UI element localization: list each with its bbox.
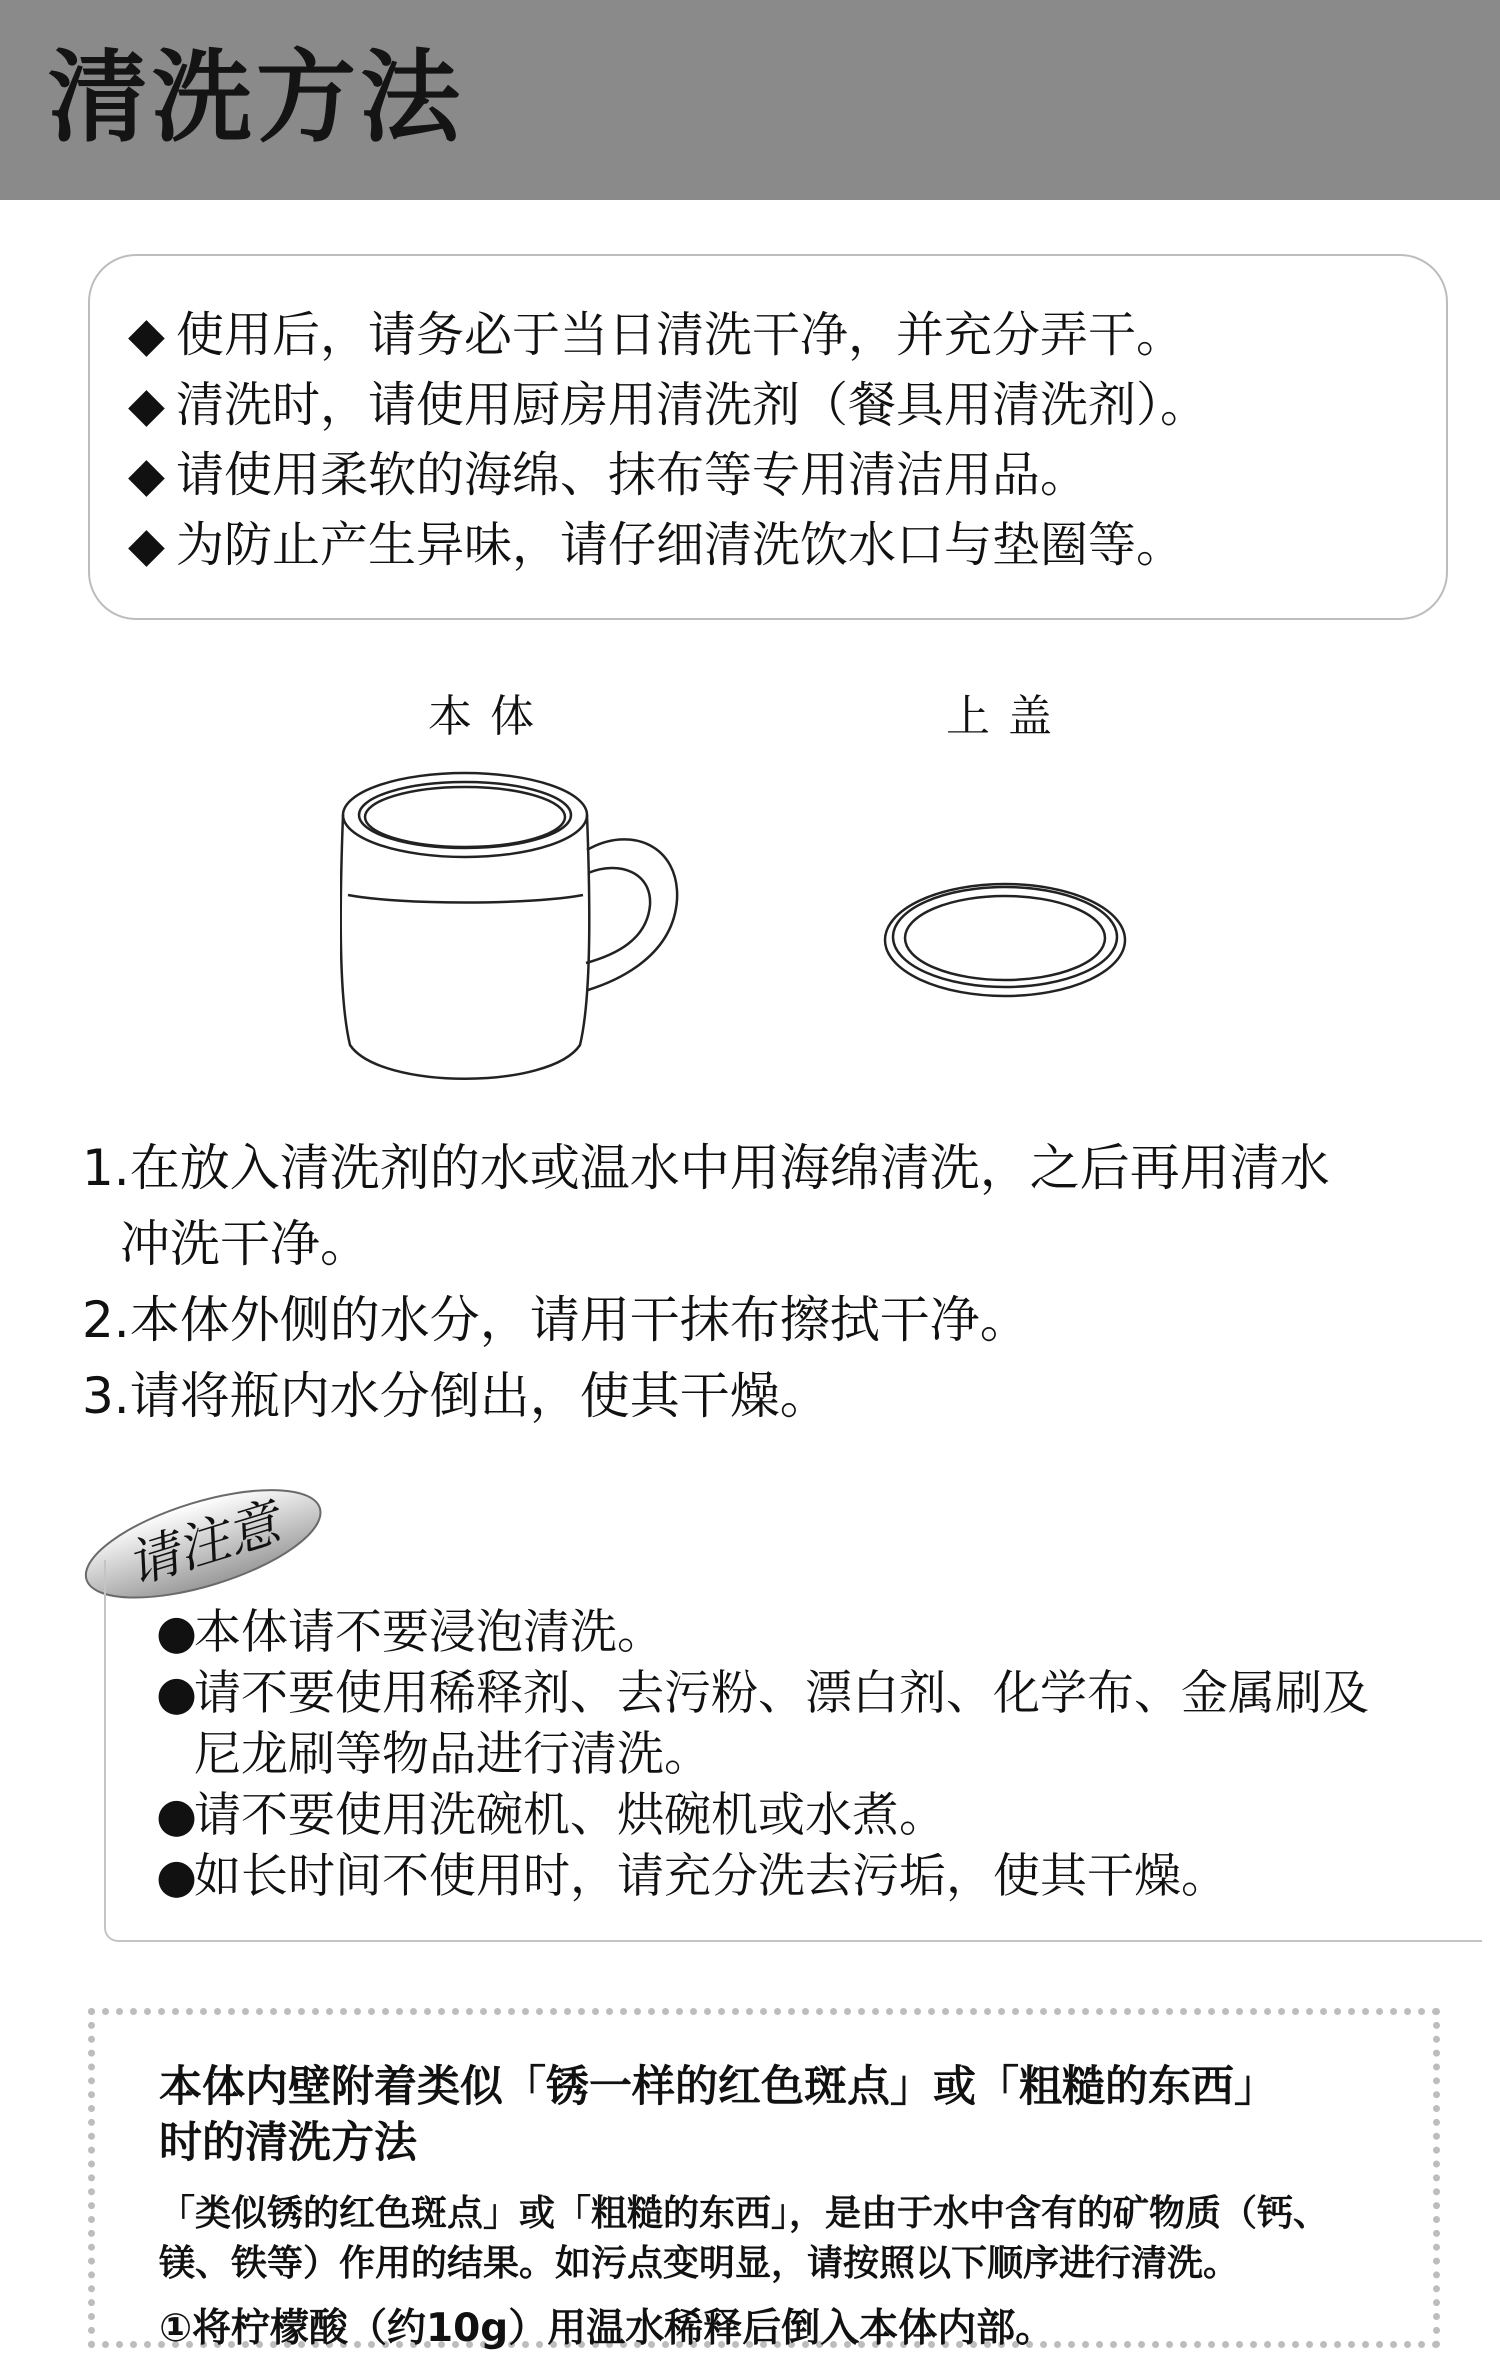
body-label: 本体 — [428, 691, 552, 742]
diamond-bullet-icon: ◆ — [128, 377, 165, 433]
caution-item: ●请不要使用洗碗机、烘碗机或水煮。 — [156, 1785, 1369, 1846]
diamond-bullet-icon: ◆ — [128, 447, 165, 503]
tips-box — [88, 254, 1448, 620]
dot-bullet-icon: ● — [156, 1666, 198, 1721]
rust-title-line2: 时的清洗方法 — [159, 2118, 417, 2168]
caution-item: ●请不要使用稀释剂、去污粉、漂白剂、化学布、金属刷及 — [156, 1663, 1369, 1724]
rust-step-1: ①将柠檬酸（约10g）用温水稀释后倒入本体内部。 — [159, 2306, 1055, 2351]
tip-item: ◆ 为防止产生异味，请仔细清洗饮水口与垫圈等。 — [128, 510, 1208, 580]
tips-list — [128, 300, 1208, 580]
dot-bullet-icon: ● — [156, 1849, 198, 1904]
step-item: 3.请将瓶内水分倒出，使其干燥。 — [82, 1367, 830, 1425]
page-header — [0, 0, 1500, 200]
rust-text-line2: 镁、铁等）作用的结果。如污点变明显，请按照以下顺序进行清洗。 — [159, 2243, 1240, 2284]
dot-bullet-icon: ● — [156, 1788, 198, 1843]
page-title: 清洗方法 — [48, 39, 464, 156]
caution-box — [104, 1560, 1482, 1942]
mug-illustration — [340, 755, 700, 1095]
caution-item-continuation: 尼龙刷等物品进行清洗。 — [194, 1727, 711, 1782]
caution-badge-label: 请注意 — [120, 1493, 287, 1597]
caution-item: ●本体请不要浸泡清洗。 — [156, 1602, 1369, 1663]
diamond-bullet-icon: ◆ — [128, 517, 165, 573]
tip-item: ◆ 清洗时，请使用厨房用清洗剂（餐具用清洗剂）。 — [128, 370, 1208, 440]
rust-cleaning-box — [88, 2008, 1440, 2351]
tip-item: ◆ 请使用柔软的海绵、抹布等专用清洁用品。 — [128, 440, 1208, 510]
rust-title-line1: 本体内壁附着类似「锈一样的红色斑点」或「粗糙的东西」 — [159, 2062, 1277, 2112]
step-item: 2.本体外侧的水分，请用干抹布擦拭干净。 — [82, 1291, 1030, 1349]
step-item: 1.在放入清洗剂的水或温水中用海绵清洗，之后再用清水 — [82, 1139, 1330, 1197]
caution-item: ●如长时间不使用时，请充分洗去污垢，使其干燥。 — [156, 1846, 1369, 1907]
lid-illustration — [880, 870, 1130, 1000]
lid-label: 上盖 — [946, 691, 1070, 742]
step-item-continuation: 冲洗干净。 — [120, 1215, 370, 1273]
tip-item: ◆ 使用后，请务必于当日清洗干净，并充分弄干。 — [128, 300, 1208, 370]
dot-bullet-icon: ● — [156, 1605, 198, 1660]
rust-cleaning-content — [159, 2059, 1329, 2355]
caution-list — [156, 1602, 1369, 1907]
steps-list — [82, 1130, 1330, 1434]
rust-text-line1: 「类似锈的红色斑点」或「粗糙的东西」，是由于水中含有的矿物质（钙、 — [159, 2193, 1330, 2234]
diamond-bullet-icon: ◆ — [128, 307, 165, 363]
